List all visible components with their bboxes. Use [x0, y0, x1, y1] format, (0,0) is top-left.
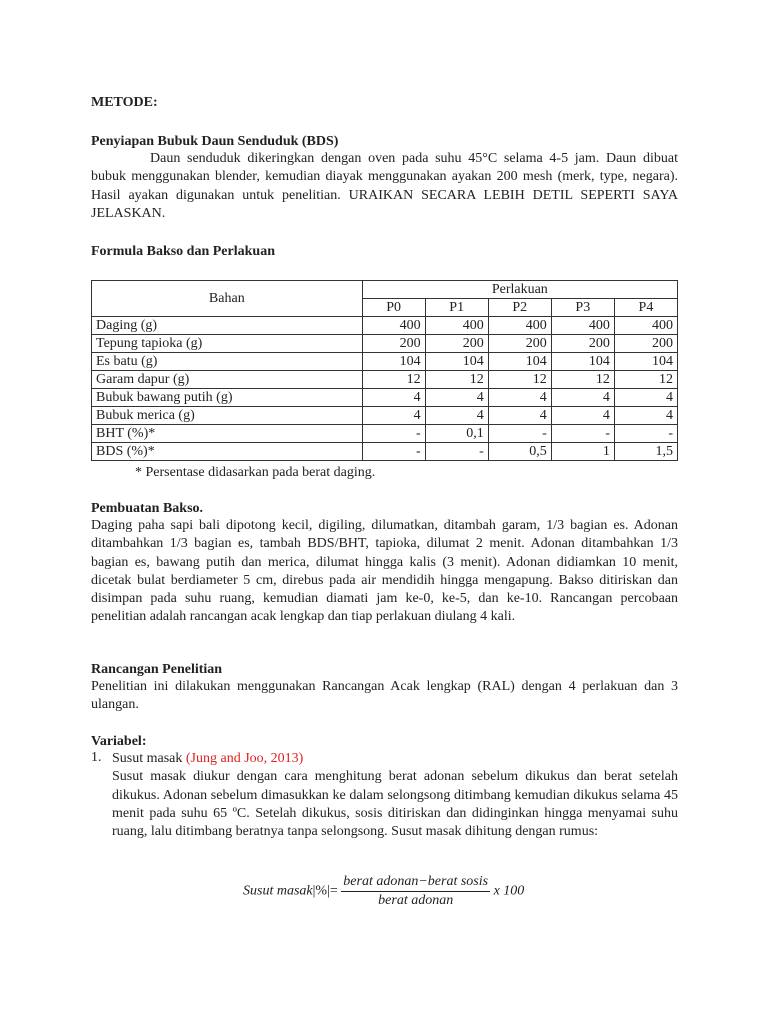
table-cell-value: -	[362, 443, 425, 461]
table-cell-value: 4	[614, 389, 677, 407]
metode-heading: METODE:	[91, 95, 158, 110]
bds-heading: Penyiapan Bubuk Daun Senduduk (BDS)	[91, 134, 339, 149]
table-cell-value: 4	[488, 389, 551, 407]
list-item-number: 1.	[91, 750, 102, 765]
table-cell-value: 1,5	[614, 443, 677, 461]
table-row	[92, 389, 678, 407]
pembuatan-heading: Pembuatan Bakso.	[91, 501, 204, 516]
formula-heading: Formula Bakso dan Perlakuan	[91, 244, 275, 259]
table-cell-value: -	[614, 425, 677, 443]
table-row	[92, 317, 678, 335]
table-cell-value: 200	[362, 335, 425, 353]
formula-lhs: Susut masak	[243, 883, 313, 899]
table-cell-value: 104	[551, 353, 614, 371]
table-cell-value: -	[551, 425, 614, 443]
table-cell-value: 400	[614, 317, 677, 335]
table-cell-value: 4	[425, 407, 488, 425]
bds-paragraph: Daun senduduk dikeringkan dengan oven pada suhu 45°C selama 4-5 jam. Daun dibuat bubuk menggunakan blender, kemudian diayak menggunakan ayakan 200 mesh (merk, type, negara). Hasil ayakan digunakan untuk penelitian. URAIKAN SECARA LEBIH DETIL SEPERTI SAYA JELASKAN.	[91, 151, 678, 221]
table-cell-label: Es batu (g)	[92, 353, 363, 371]
table-cell-label: Tepung tapioka (g)	[92, 335, 363, 353]
table-cell-value: 400	[425, 317, 488, 335]
table-cell-value: 12	[614, 371, 677, 389]
table-cell-value: 12	[425, 371, 488, 389]
table-row	[92, 425, 678, 443]
table-cell-value: 104	[362, 353, 425, 371]
table-body	[92, 317, 678, 461]
table-cell-value: 0,5	[488, 443, 551, 461]
table-cell-label: BDS (%)*	[92, 443, 363, 461]
table-cell-label: BHT (%)*	[92, 425, 363, 443]
table-cell-value: 400	[551, 317, 614, 335]
table-cell-value: 200	[488, 335, 551, 353]
susut-masak-formula	[243, 874, 524, 909]
table-header-p1: P1	[425, 299, 488, 317]
table-cell-value: 4	[551, 407, 614, 425]
table-cell-value: 400	[362, 317, 425, 335]
table-header-bahan: Bahan	[92, 281, 363, 317]
formula-fraction	[341, 874, 490, 909]
table-cell-value: 12	[488, 371, 551, 389]
table-cell-value: 0,1	[425, 425, 488, 443]
table-header-p0: P0	[362, 299, 425, 317]
table-cell-value: 200	[614, 335, 677, 353]
list-item-title: Susut masak	[112, 751, 183, 766]
citation-link: (Jung and Joo, 2013)	[185, 751, 304, 766]
table-header-perlakuan: Perlakuan	[362, 281, 677, 299]
table-cell-value: 12	[551, 371, 614, 389]
table-cell-value: -	[362, 425, 425, 443]
table-note: * Persentase didasarkan pada berat daging.	[135, 465, 376, 480]
table-cell-label: Daging (g)	[92, 317, 363, 335]
formula-multiplier: x 100	[493, 883, 525, 899]
table-row	[92, 443, 678, 461]
table-cell-value: 4	[425, 389, 488, 407]
table-cell-label: Garam dapur (g)	[92, 371, 363, 389]
table-cell-value: 104	[614, 353, 677, 371]
table-cell-value: 200	[551, 335, 614, 353]
table-header-p2: P2	[488, 299, 551, 317]
table-cell-value: 4	[362, 389, 425, 407]
formula-denominator: berat adonan	[378, 893, 454, 908]
table-cell-value: 4	[614, 407, 677, 425]
table-cell-label: Bubuk bawang putih (g)	[92, 389, 363, 407]
rancangan-paragraph: Penelitian ini dilakukan menggunakan Rancangan Acak lengkap (RAL) dengan 4 perlakuan dan 3 ulangan.	[91, 679, 678, 713]
table-row	[92, 407, 678, 425]
table-cell-value: -	[425, 443, 488, 461]
formula-table	[91, 280, 678, 461]
table-cell-value: -	[488, 425, 551, 443]
table-header-p3: P3	[551, 299, 614, 317]
table-header-p4: P4	[614, 299, 677, 317]
rancangan-heading: Rancangan Penelitian	[91, 662, 223, 677]
table-row	[92, 353, 678, 371]
table-cell-value: 104	[425, 353, 488, 371]
table-cell-value: 12	[362, 371, 425, 389]
table-cell-value: 104	[488, 353, 551, 371]
table-cell-value: 200	[425, 335, 488, 353]
table-cell-value: 4	[488, 407, 551, 425]
formula-unit: |%|=	[312, 883, 338, 899]
table-cell-value: 400	[488, 317, 551, 335]
table-cell-value: 4	[362, 407, 425, 425]
list-item-text: Susut masak diukur dengan cara menghitung berat adonan sebelum dikukus dan berat setelah dikukus. Adonan sebelum dimasukkan ke dalam selongsong ditimbang kemudian dikukus selama 45 menit pada suhu 65 ºC. Setelah dikukus, sosis ditiriskan dan didinginkan hingga menyamai suhu ruang, lalu ditimbang beratnya tanpa selongsong. Susut masak dihitung dengan rumus:	[112, 769, 678, 840]
table-cell-label: Bubuk merica (g)	[92, 407, 363, 425]
table-cell-value: 4	[551, 389, 614, 407]
list-item-susut-masak	[112, 750, 678, 841]
table-row	[92, 371, 678, 389]
formula-numerator: berat adonan−berat sosis	[341, 874, 490, 892]
table-cell-value: 1	[551, 443, 614, 461]
variabel-heading: Variabel:	[91, 734, 147, 749]
pembuatan-paragraph: Daging paha sapi bali dipotong kecil, digiling, dilumatkan, ditambah garam, 1/3 bagian es. Adonan ditambahkan 1/3 bagian es, tambah BDS/BHT, tapioka, dilumat 2 menit. Adonan ditambahkan 1/3 bagian es, bawang putih dan merica, dilumat hingga kalis (3 menit). Adonan didiamkan 10 menit, dicetak bulat berdiameter 5 cm, direbus pada air mendidih hingga mengapung. Bakso ditiriskan dan disimpan pada suhu ruang, kemudian diamati jam ke-0, ke-5, dan ke-10. Rancangan percobaan penelitian adalah rancangan acak lengkap dan tiap perlakuan diulang 4 kali.	[91, 518, 678, 625]
table-row	[92, 335, 678, 353]
